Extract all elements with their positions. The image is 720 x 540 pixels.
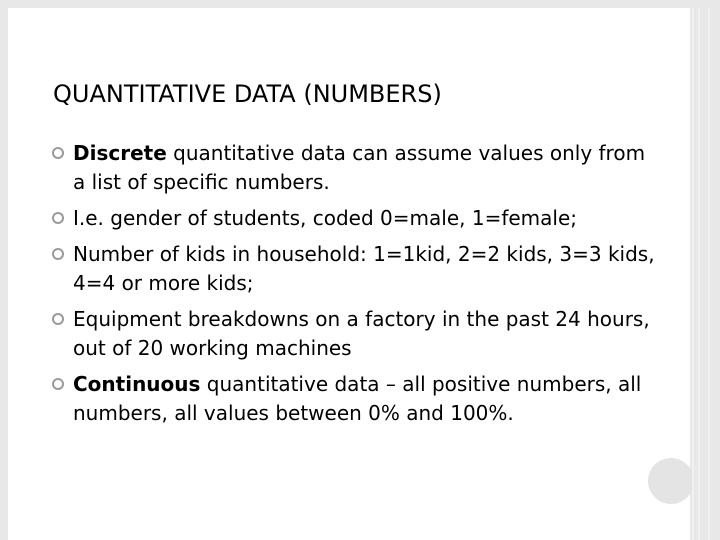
- bullet-text: Equipment breakdowns on a factory in the past 24 hours, out of 20 working machines: [73, 307, 650, 360]
- bullet-text: I.e. gender of students, coded 0=male, 1=female;: [73, 206, 578, 230]
- bullet-item-kids-example: [52, 240, 662, 298]
- bullet-marker-icon: [52, 212, 64, 224]
- bullet-text: quantitative data – all positive numbers, all numbers, all values between 0% and 100%.: [73, 372, 642, 425]
- bullet-item-continuous: [52, 370, 662, 428]
- bullet-marker-icon: [52, 248, 64, 260]
- bullet-text: quantitative data can assume values only from a list of specific numbers.: [73, 141, 646, 194]
- bullet-marker-icon: [52, 147, 64, 159]
- bullet-bold-term: Discrete: [73, 141, 167, 165]
- slide-title: QUANTITATIVE DATA (NUMBERS): [53, 80, 442, 108]
- bullet-bold-term: Continuous: [73, 372, 201, 396]
- right-rail-stripe: [692, 8, 694, 540]
- bullet-item-equipment-example: [52, 305, 662, 363]
- bullet-list: [52, 139, 662, 435]
- right-rail-stripe: [698, 8, 700, 540]
- bullet-marker-icon: [52, 378, 64, 390]
- bullet-marker-icon: [52, 313, 64, 325]
- bullet-item-discrete: [52, 139, 662, 197]
- right-rail-stripe: [708, 8, 710, 540]
- bullet-text: Number of kids in household: 1=1kid, 2=2 kids, 3=3 kids, 4=4 or more kids;: [73, 242, 655, 295]
- decorative-circle: [648, 458, 694, 504]
- slide-canvas: [8, 8, 690, 540]
- bullet-item-gender-example: [52, 204, 662, 233]
